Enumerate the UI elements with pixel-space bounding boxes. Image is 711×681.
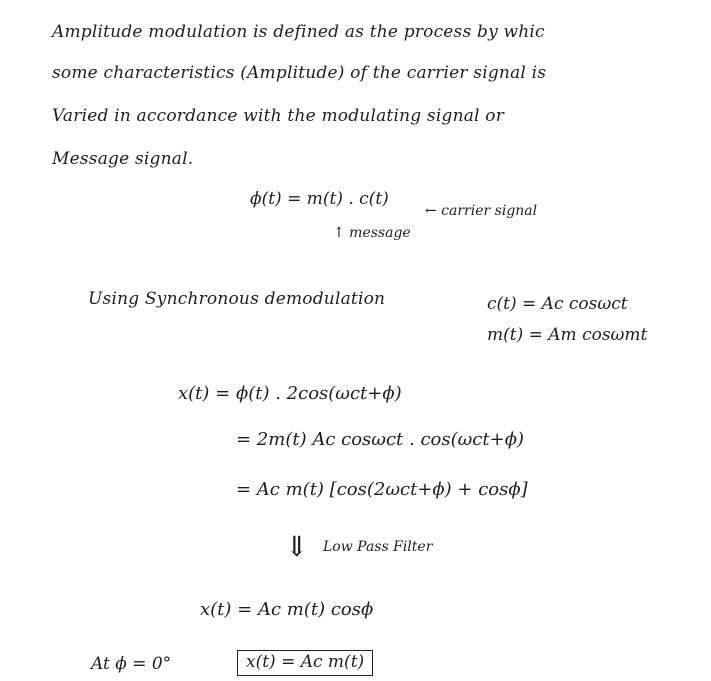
paragraph-line-2: some characteristics (Amplitude) of the carrier signal is: [52, 63, 547, 83]
down-arrow-icon: ⇓: [285, 530, 309, 563]
derivation-line-3: = Ac m(t) [cos(2ωct+ϕ) + cosϕ]: [236, 479, 528, 500]
synchronous-heading: Using Synchronous demodulation: [88, 289, 386, 309]
paragraph-line-4: Message signal.: [52, 149, 194, 169]
derivation-line-1: x(t) = ϕ(t) . 2cos(ωct+ϕ): [178, 383, 402, 404]
boxed-result: x(t) = Ac m(t): [237, 650, 373, 676]
phase-condition: At ϕ = 0°: [91, 654, 172, 674]
derivation-line-2: = 2m(t) Ac cosωct . cos(ωct+ϕ): [236, 429, 524, 450]
paragraph-line-1: Amplitude modulation is defined as the process by whic: [52, 22, 545, 42]
message-definition: m(t) = Am cosωmt: [487, 325, 648, 345]
message-note: ↑ message: [333, 225, 411, 241]
filtered-output: x(t) = Ac m(t) cosϕ: [200, 599, 374, 620]
paragraph-line-3: Varied in accordance with the modulating signal or: [52, 106, 505, 126]
carrier-signal-note: ← carrier signal: [425, 203, 538, 219]
low-pass-filter-label: Low Pass Filter: [323, 539, 433, 555]
carrier-definition: c(t) = Ac cosωct: [487, 294, 628, 314]
am-equation: ϕ(t) = m(t) . c(t): [250, 189, 389, 209]
